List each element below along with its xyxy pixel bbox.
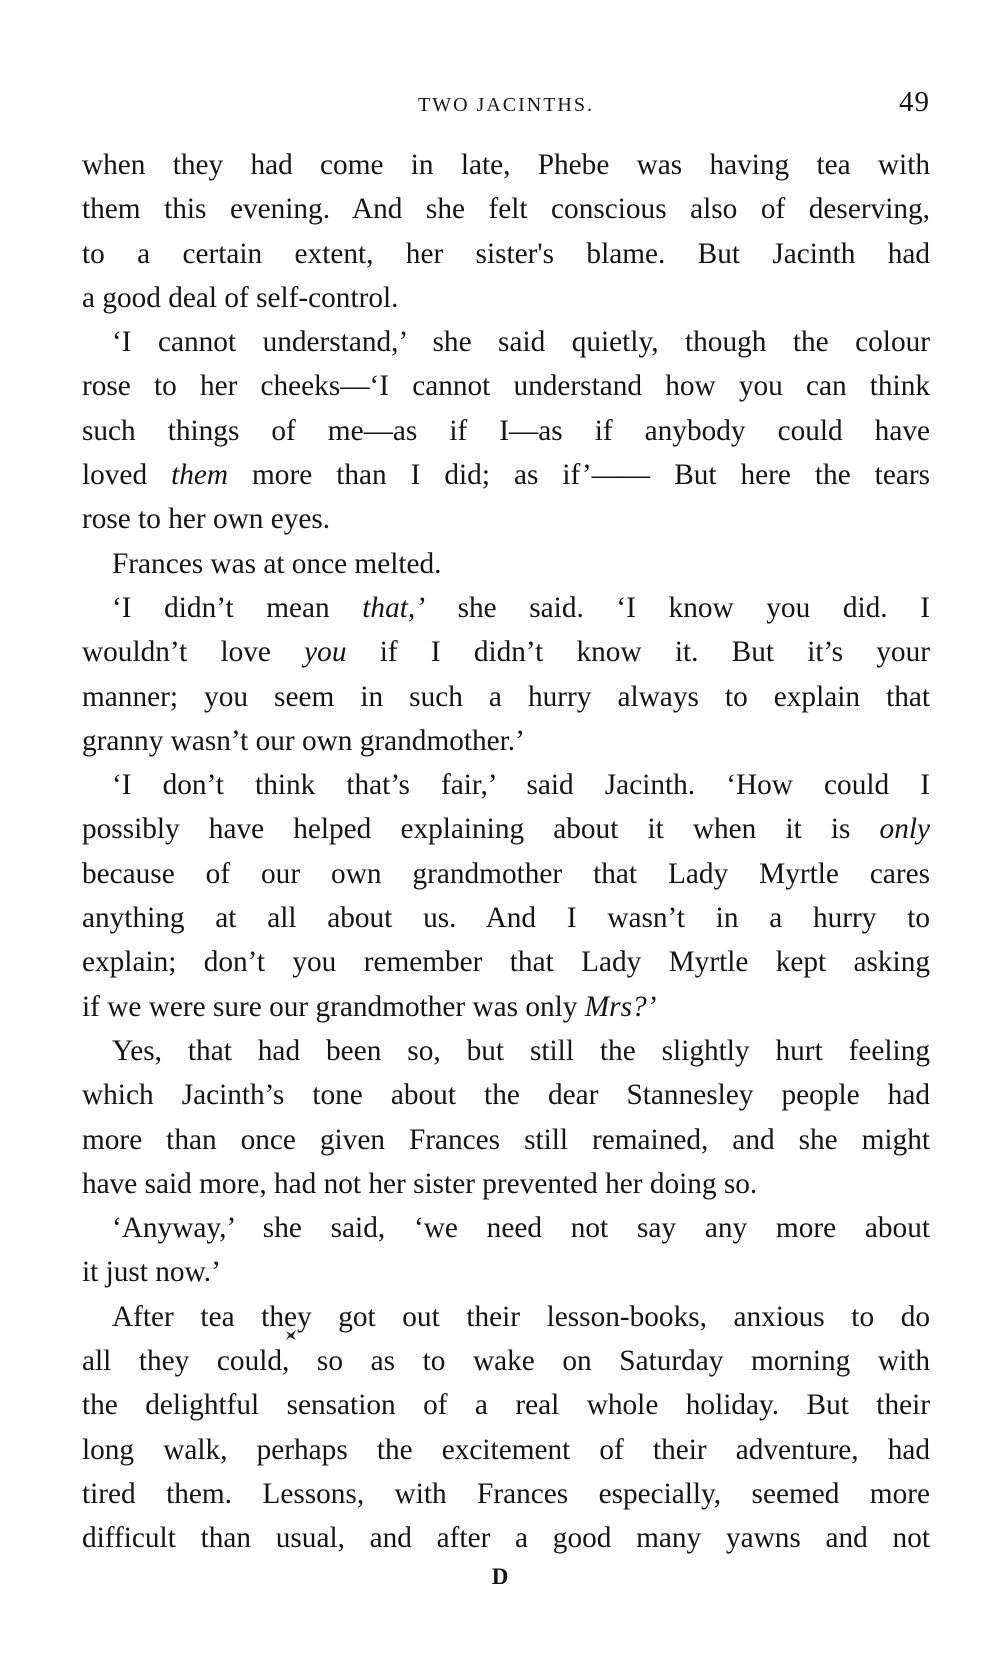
paragraph	[82, 1029, 930, 1206]
paragraph	[82, 586, 930, 763]
text-line: difficult than usual, and after a good many yawns and not	[82, 1522, 930, 1555]
text-line: manner; you seem in such a hurry always to explain that	[82, 680, 930, 713]
text-line: all they could, so as to wake on Saturday morning with	[82, 1345, 930, 1378]
text-line: Yes, that had been so, but still the slightly hurt feeling	[112, 1034, 930, 1067]
text-line: After tea they got out their lesson-books, anxious to do	[112, 1300, 930, 1333]
text-line: tired them. Lessons, with Frances especially, seemed more	[82, 1477, 930, 1510]
text-line: ‘I don’t think that’s fair,’ said Jacinth. ‘How could I	[112, 769, 930, 802]
paragraph	[82, 1206, 930, 1295]
body-text	[82, 143, 930, 1561]
text-line: granny wasn’t our own grandmother.’	[82, 724, 525, 757]
text-line: anything at all about us. And I wasn’t in a hurry to	[82, 902, 930, 935]
text-line: explain; don’t you remember that Lady Myrtle kept asking	[82, 946, 930, 979]
text-line: because of our own grandmother that Lady Myrtle cares	[82, 857, 930, 890]
text-line: rose to her cheeks—‘I cannot understand how you can think	[82, 370, 930, 403]
text-line: rose to her own eyes.	[82, 503, 331, 536]
text-line: when they had come in late, Phebe was having tea with	[82, 149, 930, 181]
text-line: possibly have helped explaining about it when it is only	[82, 813, 930, 846]
text-line: to a certain extent, her sister's blame. But Jacinth had	[82, 237, 930, 270]
ink-blot	[284, 1328, 298, 1342]
paragraph	[82, 1295, 930, 1561]
text-line: if we were sure our grandmother was only Mrs?’	[82, 990, 657, 1023]
paragraph	[82, 763, 930, 1029]
text-line: it just now.’	[82, 1256, 221, 1289]
text-line: Frances was at once melted.	[112, 547, 442, 580]
page-header	[82, 86, 930, 126]
signature-mark: D	[491, 1564, 509, 1589]
text-line: have said more, had not her sister prevented her doing so.	[82, 1167, 758, 1200]
text-line: the delightful sensation of a real whole holiday. But their	[82, 1389, 930, 1422]
page-number: 49	[899, 86, 930, 118]
text-line: loved them more than I did; as if’—— But here the tears	[82, 459, 930, 492]
text-line: ‘Anyway,’ she said, ‘we need not say any more about	[112, 1212, 930, 1245]
text-line: more than once given Frances still remained, and she might	[82, 1123, 930, 1156]
running-title: TWO JACINTHS.	[418, 94, 594, 116]
paragraph	[82, 320, 930, 541]
paragraph	[82, 143, 930, 320]
text-line: long walk, perhaps the excitement of their adventure, had	[82, 1433, 930, 1466]
text-line: wouldn’t love you if I didn’t know it. But it’s your	[82, 636, 930, 669]
text-line: a good deal of self-control.	[82, 281, 399, 314]
text-line: them this evening. And she felt conscious also of deserving,	[82, 193, 930, 226]
text-line: ‘I cannot understand,’ she said quietly, though the colour	[112, 326, 930, 359]
paragraph	[82, 542, 930, 586]
text-line: such things of me—as if I—as if anybody could have	[82, 414, 930, 447]
text-line: which Jacinth’s tone about the dear Stannesley people had	[82, 1079, 930, 1112]
text-line: ‘I didn’t mean that,’ she said. ‘I know you did. I	[112, 591, 930, 624]
